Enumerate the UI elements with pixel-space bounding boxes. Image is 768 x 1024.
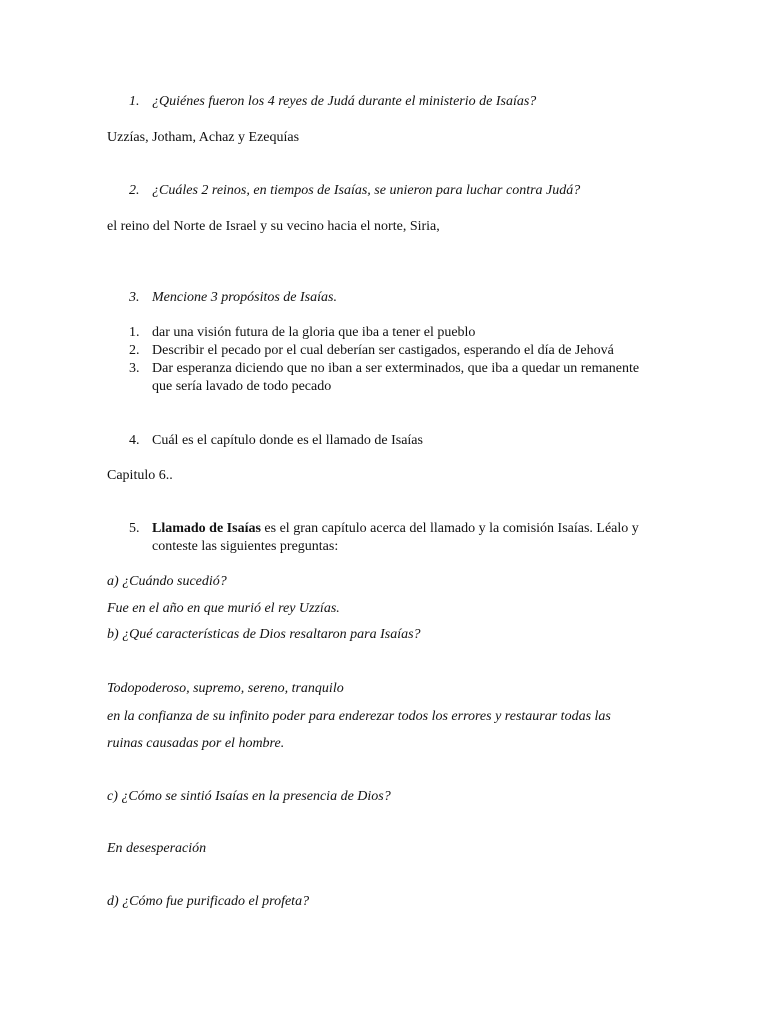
purpose-3: Dar esperanza diciendo que no iban a ser exterminados, que iba a quedar un remanente [152, 361, 640, 376]
purpose-3-continued: que sería lavado de todo pecado [152, 379, 332, 394]
question-3-number: 3. [129, 290, 140, 305]
question-5-continued: conteste las siguientes preguntas: [152, 539, 339, 554]
sub-question-a: a) ¿Cuándo sucedió? [107, 574, 227, 589]
answer-b-line-3: ruinas causadas por el hombre. [107, 736, 285, 751]
question-4-number: 4. [129, 433, 140, 448]
purpose-1: dar una visión futura de la gloria que iba a tener el pueblo [152, 325, 476, 340]
question-5-title: Llamado de Isaías [152, 521, 261, 536]
question-4: Cuál es el capítulo donde es el llamado de Isaías [152, 433, 423, 448]
question-1: ¿Quiénes fueron los 4 reyes de Judá durante el ministerio de Isaías? [152, 94, 537, 109]
answer-2: el reino del Norte de Israel y su vecino hacia el norte, Siria, [107, 219, 440, 234]
question-3: Mencione 3 propósitos de Isaías. [152, 290, 337, 305]
question-1-number: 1. [129, 94, 140, 109]
question-5-text: es el gran capítulo acerca del llamado y la comisión Isaías. Léalo y [260, 521, 639, 536]
answer-b-line-2: en la confianza de su infinito poder para enderezar todos los errores y restaurar todas las [107, 709, 611, 724]
purpose-2-number: 2. [129, 343, 140, 358]
answer-c: En desesperación [107, 841, 207, 856]
sub-question-c: c) ¿Cómo se sintió Isaías en la presencia de Dios? [107, 789, 391, 804]
answer-b-line-1: Todopoderoso, supremo, sereno, tranquilo [107, 681, 344, 696]
answer-1: Uzzías, Jotham, Achaz y Ezequías [107, 130, 300, 145]
question-5 [152, 520, 639, 538]
purpose-2: Describir el pecado por el cual deberían ser castigados, esperando el día de Jehová [152, 343, 614, 358]
answer-4: Capitulo 6.. [107, 468, 173, 483]
question-2-number: 2. [129, 183, 140, 198]
purpose-3-number: 3. [129, 361, 140, 376]
answer-a: Fue en el año en que murió el rey Uzzías. [107, 601, 340, 616]
question-2: ¿Cuáles 2 reinos, en tiempos de Isaías, se unieron para luchar contra Judá? [152, 183, 581, 198]
question-5-number: 5. [129, 521, 140, 536]
sub-question-d: d) ¿Cómo fue purificado el profeta? [107, 894, 310, 909]
sub-question-b: b) ¿Qué características de Dios resaltaron para Isaías? [107, 627, 421, 642]
purpose-1-number: 1. [129, 325, 140, 340]
